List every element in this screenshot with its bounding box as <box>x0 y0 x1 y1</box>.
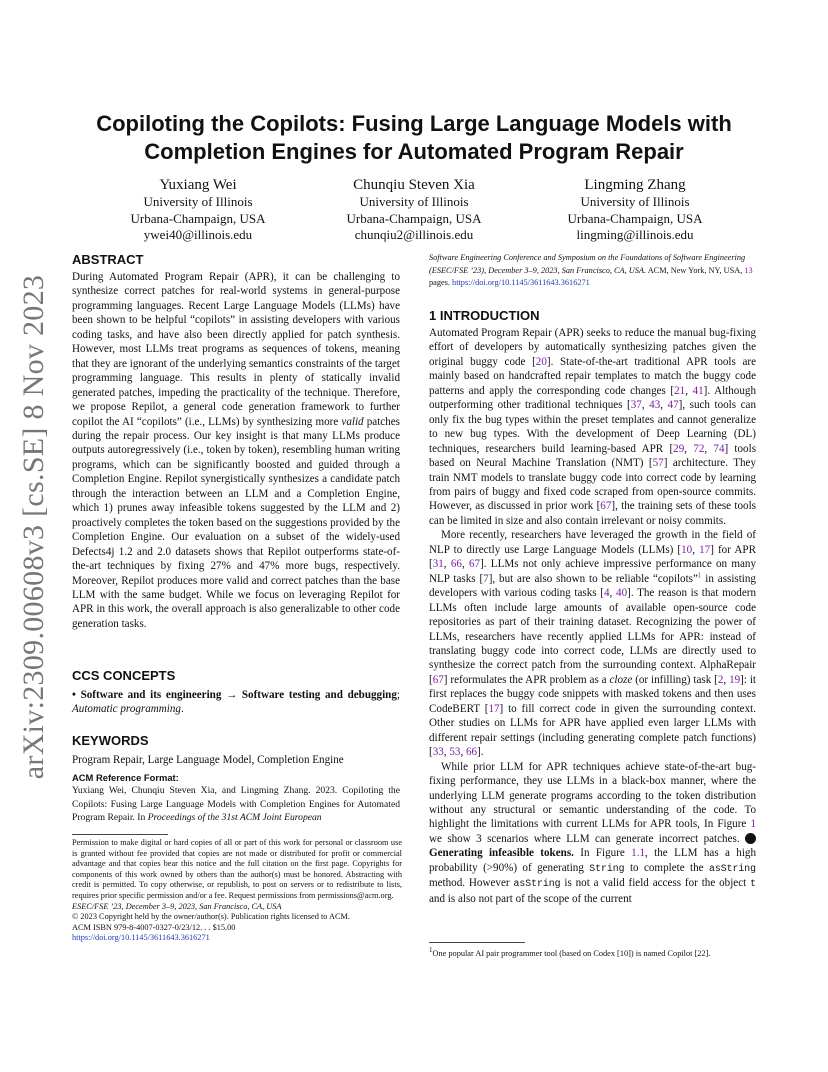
ccs-section <box>72 668 400 717</box>
author-3: Lingming Zhang University of Illinois Urbana-Champaign, USA lingming@illinois.edu <box>567 177 703 242</box>
footnote-rule <box>72 834 168 835</box>
acm-reference: ACM Reference Format: Yuxiang Wei, Chunqiu Steven Xia, and Lingming Zhang. 2023. Copiloting the Copilots: Fusing Large Language Models with Completion Engines for Automated Program Repair. In Proceedings of the 31st ACM Joint European <box>72 772 400 824</box>
abstract-text: During Automated Program Repair (APR), it can be challenging to synthesize correct patches for real-world systems in general-purpose programming languages. Recent Large Language Models (LLMs) have been shown to be helpful “copilots” in assisting developers with various coding tasks, and have also been directly applied for patch synthesis. However, most LLMs treat programs as sequences of tokens, meaning that they are ignorant of the underlying semantics constraints of the target programming language. This results in plenty of statically invalid generated patches, impeding the practicality of the technique. Therefore, we propose Repilot, a general code generation framework to further copilot the AI “copilots” (i.e., LLMs) by synthesizing more valid patches during the repair process. Our key insight is that many LLMs produce outputs autoregressively (i.e., token by token), resembling human writing programs, which can be significantly boosted and guided through a Completion Engine. Repilot synergistically synthesizes a candidate patch through the interaction between an LLM and a Completion Engine, which 1) prunes away infeasible tokens suggested by the LLM and 2) proactively completes the token based on the suggestions provided by the Completion Engine. Our evaluation on a subset of the widely-used Defects4j 1.2 and 2.0 datasets shows that Repilot outperforms state-of-the-art techniques by fixing 27% and 47% more bugs, respectively. Moreover, Repilot produces more valid and correct patches than the base LLM with the same budget. While we focus on leveraging Repilot for APR in this work, the overall approach is also generalizable to other code generation tasks. <box>72 271 400 630</box>
permission-block: Permission to make digital or hard copies of all or part of this work for personal or classroom use is granted without fee provided that copies are not made or distributed for profit or commercial advantage and that copies bear this notice and the full citation on the first page. Copyrights for components of this work owned by others than the author(s) must be honored. Abstracting with credit is permitted. To copy otherwise, or republish, to post on servers or to redistribute to lists, requires prior specific permission and/or a fee. Request permissions from permissions@acm.org. ESEC/FSE ’23, December 3–9, 2023, San Francisco, CA, USA © 2023 Copyright held by the owner/author(s). Publication rights licensed to ACM. ACM ISBN 979-8-4007-0327-0/23/12. . . $15.00 https://doi.org/10.1145/3611643.3616271 <box>72 838 402 943</box>
abstract-section <box>72 252 400 631</box>
abstract-heading: ABSTRACT <box>72 252 144 267</box>
introduction-section: 1 INTRODUCTION Automated Program Repair (APR) seeks to reduce the manual bug-fixing effort of developers by automatically synthesizing patches given the original buggy code [20]. State-of-the-art traditional APR tools are mainly based on handcrafted repair templates to match the buggy code patterns and apply the corresponding code changes [21, 41]. Although outperforming other traditional techniques [37, 43, 47], such tools can only fix the bug types within the preset templates and cannot generalize to new bug types. With the development of Deep Learning (DL) techniques, researchers build learning-based APR [29, 72, 74] tools based on Neural Machine Translation (NMT) [57] architecture. They train NMT models to translate buggy code into correct code by learning from pairs of buggy and fixed code scraped from open-source commits. However, as discussed in prior work [67], the training sets of these tools can be limited in size and also contain irrelevant or noisy commits. More recently, researchers have leveraged the growth in the field of NLP to directly use Large Language Models (LLMs) [10, 17] for APR [31, 66, 67]. LLMs not only achieve impressive performance on many NLP tasks [7], but are also shown to be reliable “copilots”$^1$ in assisting developers with various coding tasks [4, 40]. The reason is that modern LLMs often include large amounts of available open-source code repositories as part of their training dataset. Recognizing the power of LLMs, researchers have recently applied LLMs for APR: instead of translating buggy code into correct code, LLMs are directly used to synthesize the correct patch from the surrounding context. AlphaRepair [67] reformulates the APR problem as a cloze (or infilling) task [2, 19]: it first replaces the buggy code snippets with masked tokens and then uses CodeBERT [17] to fill correct code in given the surrounding context. Other studies on LLMs for APR have applied even larger LLMs with different repair settings (including generating complete patch functions) [33, 53, 66]. While prior LLM for APR techniques achieve state-of-the-art bug-fixing performance, they use LLMs in a black-box manner, where the underlying LLM generate programs according to the token distribution without any structural or semantic understanding of the code. To highlight the limitations with current LLMs for APR tools, In Figure 1 we show 3 scenarios where LLM can generate incorrect patches. 1 Generating infeasible tokens. In Figure 1.1, the LLM has a high probability (>90%) of generating String to complete the asString method. However asString is not a valid field access for the object t and is also not part of the scope of the current <box>429 308 762 905</box>
footnote: $^1$One popular AI pair programmer tool (based on Codex [10]) is named Copilot [22]. <box>429 946 711 958</box>
keywords-heading: KEYWORDS <box>72 733 149 748</box>
arxiv-watermark: arXiv:2309.00608v3 [cs.SE] 8 Nov 2023 <box>17 274 50 780</box>
number-one-icon: 1 <box>745 833 756 844</box>
author-2: Chunqiu Steven Xia University of Illinois Urbana-Champaign, USA chunqiu2@illinois.edu <box>346 177 482 242</box>
ccs-text: • Software and its engineering → Software testing and debugging; Automatic programming. <box>72 689 400 716</box>
conf-doi-link[interactable]: https://doi.org/10.1145/3611643.3616271 <box>452 278 590 287</box>
paper-title: Copiloting the Copilots: Fusing Large Language Models with Completion Engines for Automated Program Repair <box>96 111 732 164</box>
doi-link[interactable]: https://doi.org/10.1145/3611643.3616271 <box>72 933 210 943</box>
keywords-text: Program Repair, Large Language Model, Completion Engine <box>72 754 344 766</box>
conference-info: Software Engineering Conference and Symposium on the Foundations of Software Engineering (ESEC/FSE ’23), December 3–9, 2023, San Francisco, CA, USA. ACM, New York, NY, USA, 13 pages. https://doi.org/10.1145/3611643.3616271 <box>429 253 753 287</box>
footnote-rule-right <box>429 942 525 943</box>
intro-heading: 1 INTRODUCTION <box>429 308 540 323</box>
author-1: Yuxiang Wei University of Illinois Urbana-Champaign, USA ywei40@illinois.edu <box>130 177 266 242</box>
keywords-section <box>72 733 400 767</box>
ccs-heading: CCS CONCEPTS <box>72 668 176 683</box>
